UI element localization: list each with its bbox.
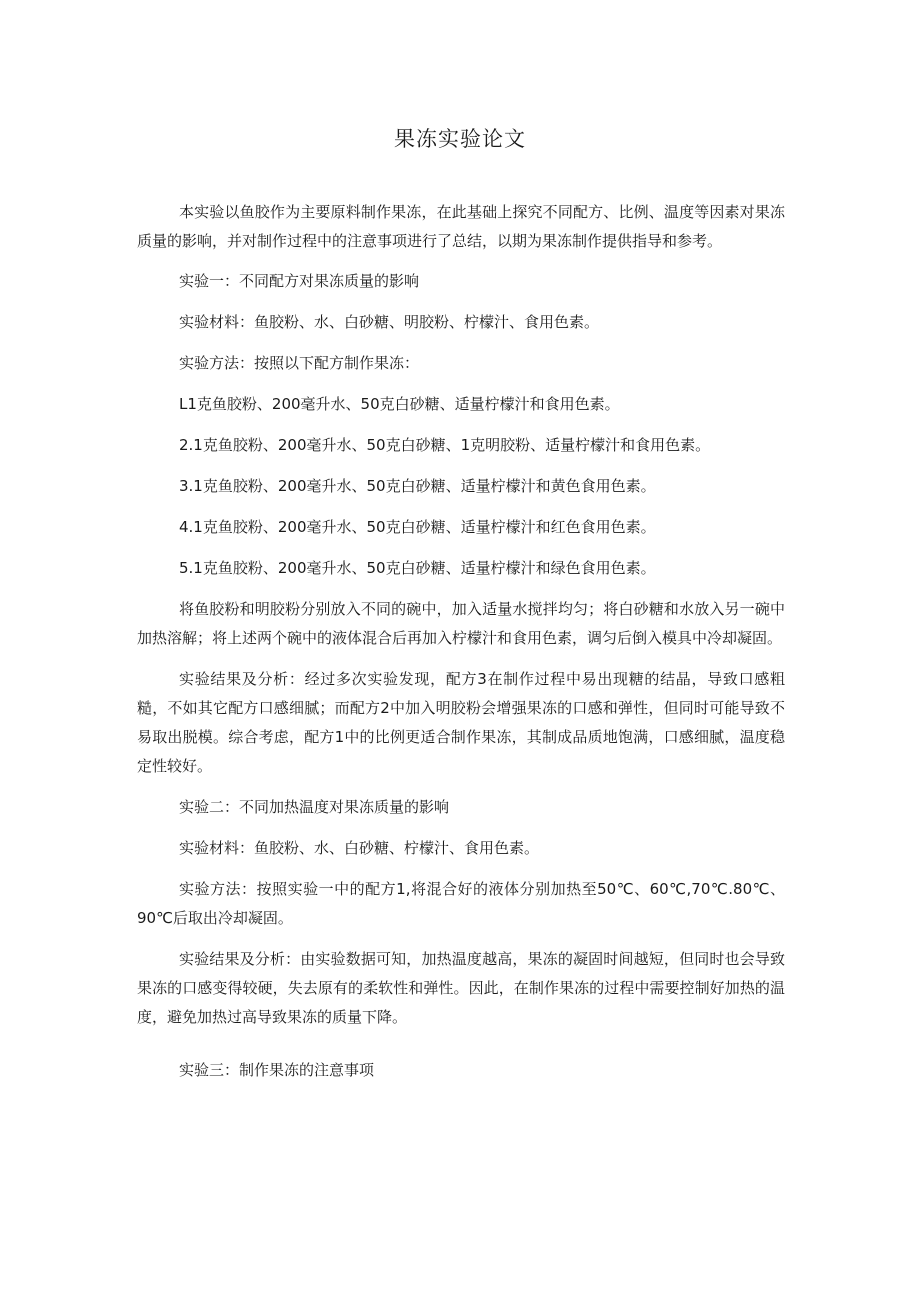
method-paragraph-1: 实验方法：按照以下配方制作果冻： [179, 354, 420, 372]
recipe-item-4: 4.1克鱼胶粉、200毫升水、50克白砂糖、适量柠檬汁和红色食用色素。 [179, 518, 656, 536]
materials-paragraph-1: 实验材料：鱼胶粉、水、白砂糖、明胶粉、柠檬汁、食用色素。 [179, 313, 600, 331]
recipe-item-1: L1克鱼胶粉、200毫升水、50克白砂糖、适量柠檬汁和食用色素。 [179, 395, 620, 413]
recipe-item-3: 3.1克鱼胶粉、200毫升水、50克白砂糖、适量柠檬汁和黄色食用色素。 [179, 477, 656, 495]
method-paragraph-2: 实验方法：按照实验一中的配方1,将混合好的液体分别加热至50℃、60℃,70℃.80℃、90℃后取出冷却凝固。 [137, 880, 785, 927]
results-paragraph-2: 实验结果及分析：由实验数据可知，加热温度越高，果冻的凝固时间越短，但同时也会导致果冻的口感变得较硬，失去原有的柔软性和弹性。因此，在制作果冻的过程中需要控制好加热的温度，避免加热过高导致果冻的质量下降。 [137, 950, 785, 1026]
abstract-paragraph: 本实验以鱼胶作为主要原料制作果冻，在此基础上探究不同配方、比例、温度等因素对果冻质量的影响，并对制作过程中的注意事项进行了总结，以期为果冻制作提供指导和参考。 [137, 203, 785, 250]
procedure-paragraph: 将鱼胶粉和明胶粉分别放入不同的碗中，加入适量水搅拌均匀；将白砂糖和水放入另一碗中加热溶解；将上述两个碗中的液体混合后再加入柠檬汁和食用色素，调匀后倒入模具中冷却凝固。 [137, 600, 785, 647]
section-heading-experiment-1: 实验一：不同配方对果冻质量的影响 [179, 272, 420, 290]
results-paragraph-1: 实验结果及分析：经过多次实验发现，配方3在制作过程中易出现糖的结晶，导致口感粗糙，不如其它配方口感细腻；而配方2中加入明胶粉会增强果冻的口感和弹性，但同时可能导致不易取出脱模。综合考虑，配方1中的比例更适合制作果冻，其制成品质地饱满，口感细腻，温度稳定性较好。 [137, 670, 785, 775]
section-heading-experiment-2: 实验二：不同加热温度对果冻质量的影响 [179, 798, 450, 816]
recipe-item-5: 5.1克鱼胶粉、200毫升水、50克白砂糖、适量柠檬汁和绿色食用色素。 [179, 559, 656, 577]
document-title: 果冻实验论文 [394, 127, 526, 151]
section-heading-experiment-3: 实验三：制作果冻的注意事项 [179, 1061, 375, 1079]
materials-paragraph-2: 实验材料：鱼胶粉、水、白砂糖、柠檬汁、食用色素。 [179, 839, 540, 857]
document-body [137, 198, 785, 1085]
recipe-item-2: 2.1克鱼胶粉、200毫升水、50克白砂糖、1克明胶粉、适量柠檬汁和食用色素。 [179, 436, 711, 454]
